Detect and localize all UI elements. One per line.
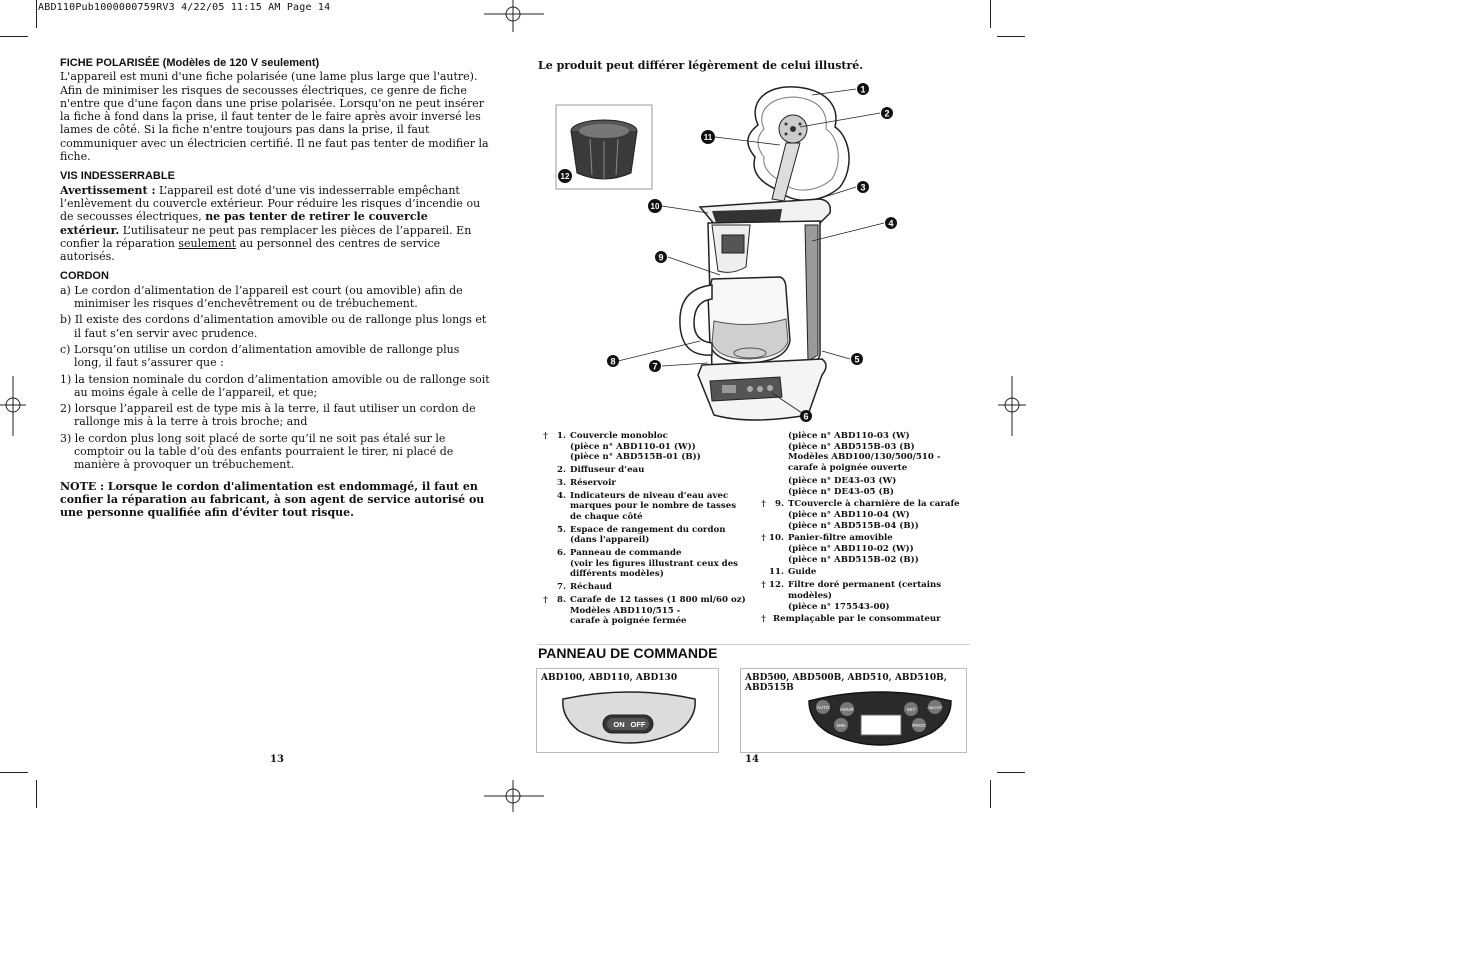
- svg-text:11: 11: [703, 133, 713, 142]
- svg-text:SET: SET: [906, 707, 916, 712]
- cord-item: 1) la tension nominale du cordon d’alimentation amovible ou de rallonge soit au moins égale à celle de l’appareil, et que;: [60, 372, 490, 399]
- svg-text:PROG: PROG: [912, 723, 926, 728]
- part-item: † 9. TCouvercle à charnière de la carafe (pièce n° ABD110-04 (W) (pièce n° ABD515B-04 (B)): [761, 499, 960, 531]
- crop-mark: [36, 0, 37, 28]
- crop-mark: [990, 0, 991, 28]
- part-item: 11. Guide: [769, 567, 817, 578]
- part-item: 5. Espace de rangement du cordon (dans l'appareil): [557, 524, 726, 546]
- page-number-left: 13: [270, 754, 284, 765]
- callout-markers: [550, 75, 910, 425]
- screw-text-underline: seulement: [178, 236, 237, 250]
- tamper-screw-heading: VIS INDESSERRABLE: [60, 170, 175, 183]
- part-item: 6. Panneau de commande (voir les figures illustrant ceux des différents modèles): [557, 548, 739, 580]
- part-item: 4. Indicateurs de niveau d’eau avec marques pour le nombre de tasses de chaque côté: [557, 490, 737, 522]
- registration-mark: [484, 780, 544, 812]
- svg-text:3: 3: [860, 182, 866, 193]
- cord-heading: CORDON: [60, 270, 109, 283]
- svg-text:OFF: OFF: [630, 720, 646, 729]
- screw-text-3: au personnel des centres de service autorisés.: [60, 236, 441, 264]
- crop-mark: [997, 772, 1025, 773]
- polarized-plug-text: L'appareil est muni d'une fiche polarisée (une lame plus large que l'autre). Afin de minimiser les risques de secousses électriques, ce genre de fiche n'entre que d'une façon dans une prise polarisée. Lorsqu'on ne peut insérer la fiche à fond dans la prise, il faut tenter de le faire après avoir inversé les lames de côté. Si la fiche n'entre toujours pas dans la prise, il faut communiquer avec un électricien certifié. Il ne faut pas tenter de modifier la fiche.: [60, 70, 489, 164]
- replaceable-note: † Remplaçable par le consommateur: [761, 614, 941, 625]
- svg-text:9: 9: [658, 252, 664, 263]
- cord-item: 3) le cordon plus long soit placé de sorte qu’il ne soit pas étalé sur le comptoir ou la table d’où des enfants pourraient le tirer, ni placé de manière à provoquer un trébuchement.: [60, 431, 454, 472]
- cord-item: 2) lorsque l’appareil est de type mis à la terre, il faut utiliser un cordon de rallonge mis à la terre à trois broche; and: [60, 402, 476, 429]
- callout-6: [800, 410, 812, 422]
- part-item: † 10. Panier-filtre amovible (pièce n° ABD110-02 (W)) (pièce n° ABD515B-02 (B)): [761, 533, 919, 565]
- parts-list-right: [758, 431, 973, 627]
- on-button: [613, 720, 624, 729]
- crop-mark: [0, 36, 28, 37]
- part-item: 3. Réservoir: [557, 477, 616, 488]
- part-item: 2. Diffuseur d’eau: [557, 465, 645, 476]
- callout-3: [857, 181, 869, 193]
- callout-10: [648, 199, 662, 213]
- callout-11: [701, 130, 715, 144]
- crop-mark: [990, 780, 991, 808]
- callout-7: [649, 360, 661, 372]
- svg-text:ON/OFF: ON/OFF: [927, 705, 943, 710]
- cord-item: a) Le cordon d’alimentation de l’appareil est court (ou amovible) afin de minimiser les risques d’enchevêtrement ou de trébuchement.: [60, 283, 463, 311]
- crop-mark: [997, 36, 1025, 37]
- part-continuation: (pièce n° ABD110-03 (W) (pièce n° ABD515B-03 (B) Modèles ABD100/130/500/510 - carafe à poignée ouverte: [788, 431, 941, 474]
- svg-text:ON: ON: [613, 720, 625, 729]
- set-button: [904, 702, 918, 716]
- registration-mark: [0, 376, 26, 436]
- page-number-right: 14: [745, 754, 759, 765]
- illustration-caption: Le produit peut différer légèrement de celui illustré.: [538, 59, 864, 72]
- callout-1: [857, 83, 869, 95]
- panel-models-label: ABD100, ABD110, ABD130: [541, 673, 678, 683]
- registration-mark: [998, 376, 1026, 436]
- svg-text:6: 6: [803, 411, 809, 422]
- part-item: 7. Réchaud: [557, 582, 612, 593]
- cord-note: NOTE : Lorsque le cordon d'alimentation est endommagé, il faut en confier la réparation au fabricant, à son agent de service autorisé ou une personne qualifiée afin d'éviter tout risque.: [60, 479, 485, 520]
- callout-8: [607, 355, 619, 367]
- cord-item: c) Lorsqu’on utilise un cordon d’alimentation amovible de rallonge plus long, il faut s’assurer que :: [60, 342, 460, 370]
- parts-list-left: [540, 431, 755, 629]
- part-continuation: (pièce n° DE43-03 (W) (pièce n° DE43-05 (B): [788, 475, 897, 497]
- svg-text:4: 4: [888, 218, 894, 229]
- auto-button: [816, 700, 830, 714]
- print-slug: ABD110Pub1000000759RV3 4/22/05 11:15 AM Page 14: [38, 2, 331, 13]
- callout-5: [851, 353, 863, 365]
- polarized-plug-heading: FICHE POLARISÉE (Modèles de 120 V seulement): [60, 57, 320, 69]
- registration-mark: [484, 0, 544, 32]
- part-item: † 1. Couvercle monobloc (pièce n° ABD110-01 (W)) (pièce n° ABD515B-01 (B)): [543, 431, 701, 463]
- warning-lead: Avertissement :: [60, 183, 156, 197]
- svg-text:10: 10: [650, 202, 660, 211]
- svg-text:HOUR: HOUR: [840, 707, 854, 712]
- off-button: [631, 720, 646, 729]
- part-item: † 12. Filtre doré permanent (certains modèles) (pièce n° 175543-00): [761, 580, 942, 612]
- tamper-screw-text: [60, 184, 490, 264]
- simple-control-panel: [557, 687, 701, 749]
- screw-text-1: L’appareil est doté d’une vis indesserrable empêchant l’enlèvement du couvercle extérieur. Pour réduire les risques d’incendie ou de secousses électriques,: [60, 183, 481, 224]
- screw-text-2: L’utilisateur ne peut pas remplacer les pièces de l’appareil. En confier la réparation: [60, 223, 472, 250]
- crop-mark: [0, 772, 28, 773]
- programmable-control-panel: [805, 687, 955, 749]
- screw-text-bold: ne pas tenter de retirer le couvercle extérieur.: [60, 210, 428, 237]
- crop-mark: [36, 780, 37, 808]
- callout-12: [558, 169, 572, 183]
- part-item: † 8. Carafe de 12 tasses (1 800 ml/60 oz) Modèles ABD110/515 - carafe à poignée fermée: [543, 594, 746, 627]
- callout-2: [881, 107, 893, 119]
- svg-text:7: 7: [652, 361, 658, 372]
- min-button: [834, 718, 848, 732]
- svg-text:2: 2: [884, 108, 890, 119]
- left-page-text: [60, 57, 490, 527]
- svg-text:5: 5: [854, 354, 860, 365]
- control-panel-box-1: [536, 668, 719, 753]
- callout-4: [885, 217, 897, 229]
- svg-text:12: 12: [560, 172, 570, 181]
- callout-9: [655, 251, 667, 263]
- svg-text:AUTO: AUTO: [816, 705, 830, 710]
- svg-text:8: 8: [610, 356, 616, 367]
- control-panel-heading: PANNEAU DE COMMANDE: [538, 645, 718, 661]
- panel-models-label: ABD500, ABD500B, ABD510, ABD510B, ABD515B: [745, 673, 947, 693]
- svg-text:1: 1: [860, 84, 866, 95]
- cord-item: b) Il existe des cordons d’alimentation amovible ou de rallonge plus longs et il faut s’en servir avec prudence.: [60, 313, 487, 340]
- svg-text:MIN: MIN: [836, 723, 846, 728]
- control-panel-box-2: [740, 668, 967, 753]
